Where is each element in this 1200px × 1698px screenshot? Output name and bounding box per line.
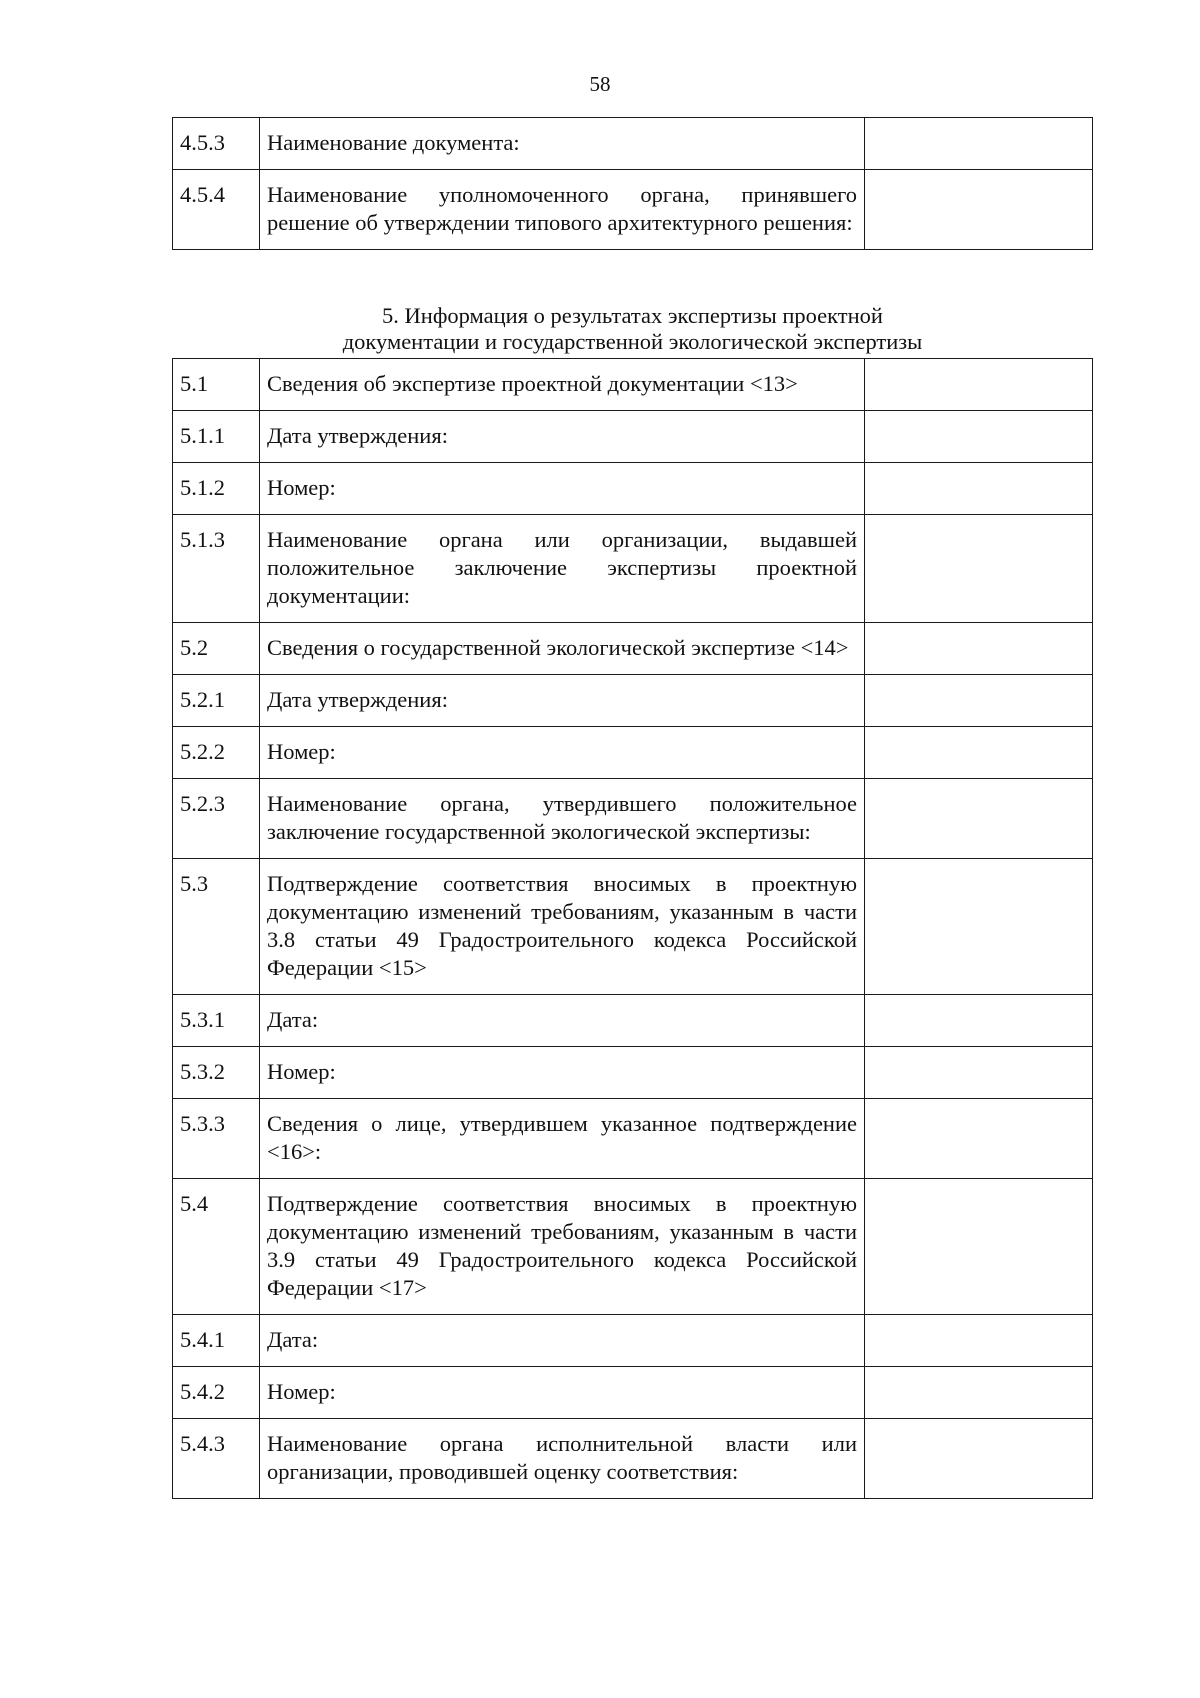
item-value-field[interactable] [865,675,1093,727]
item-label: Наименование органа, утвердившего положительное заключение государственной экологической экспертизы: [260,779,865,859]
item-value-field[interactable] [865,1419,1093,1499]
item-value-field[interactable] [865,1367,1093,1419]
item-label: Дата утверждения: [260,411,865,463]
item-number: 5.4.3 [173,1419,260,1499]
table-row [173,779,1093,859]
item-label: Подтверждение соответствия вносимых в проектную документацию изменений требованиям, указанным в части 3.9 статьи 49 Градостроительного кодекса Российской Федерации <17> [260,1179,865,1315]
table-row [173,623,1093,675]
table-row [173,118,1093,170]
table-row [173,1179,1093,1315]
item-value-field[interactable] [865,623,1093,675]
item-value-field[interactable] [865,515,1093,623]
item-value-field[interactable] [865,1315,1093,1367]
item-label: Наименование уполномоченного органа, принявшего решение об утверждении типового архитектурного решения: [260,170,865,250]
item-label: Подтверждение соответствия вносимых в проектную документацию изменений требованиям, указанным в части 3.8 статьи 49 Градостроительного кодекса Российской Федерации <15> [260,859,865,995]
item-number: 5.4.1 [173,1315,260,1367]
item-value-field[interactable] [865,995,1093,1047]
item-number: 5.2.2 [173,727,260,779]
item-label: Наименование документа: [260,118,865,170]
item-label: Номер: [260,727,865,779]
item-value-field[interactable] [865,727,1093,779]
item-label: Номер: [260,1367,865,1419]
item-number: 5.1.3 [173,515,260,623]
table-row [173,675,1093,727]
item-value-field[interactable] [865,1179,1093,1315]
item-value-field[interactable] [865,1099,1093,1179]
table-row [173,859,1093,995]
section-5-heading-line-1: 5. Информация о результатах экспертизы проектной [382,303,883,328]
table-row [173,359,1093,411]
item-number: 5.1 [173,359,260,411]
table-row [173,1047,1093,1099]
table-row [173,1419,1093,1499]
item-label: Сведения об экспертизе проектной документации <13> [260,359,865,411]
item-label: Дата: [260,1315,865,1367]
item-label: Дата: [260,995,865,1047]
item-number: 5.2.1 [173,675,260,727]
item-label: Номер: [260,463,865,515]
table-row [173,995,1093,1047]
item-value-field[interactable] [865,1047,1093,1099]
item-number: 5.3 [173,859,260,995]
item-label: Наименование органа исполнительной власти или организации, проводившей оценку соответствия: [260,1419,865,1499]
page-number: 58 [589,72,611,96]
item-value-field[interactable] [865,779,1093,859]
item-label: Сведения о государственной экологической экспертизе <14> [260,623,865,675]
item-number: 5.4.2 [173,1367,260,1419]
item-number: 5.2.3 [173,779,260,859]
item-number: 4.5.3 [173,118,260,170]
item-number: 5.1.1 [173,411,260,463]
item-number: 5.1.2 [173,463,260,515]
item-label: Номер: [260,1047,865,1099]
item-value-field[interactable] [865,463,1093,515]
item-number: 5.3.3 [173,1099,260,1179]
item-value-field[interactable] [865,170,1093,250]
item-number: 5.3.1 [173,995,260,1047]
table-row [173,727,1093,779]
form-table-section-4 [172,117,1093,250]
item-value-field[interactable] [865,359,1093,411]
item-number: 4.5.4 [173,170,260,250]
table-row [173,170,1093,250]
item-value-field[interactable] [865,859,1093,995]
item-label: Наименование органа или организации, выдавшей положительное заключение экспертизы проектной документации: [260,515,865,623]
item-label: Сведения о лице, утвердившем указанное подтверждение <16>: [260,1099,865,1179]
table-row [173,463,1093,515]
item-number: 5.3.2 [173,1047,260,1099]
item-label: Дата утверждения: [260,675,865,727]
table-row [173,1315,1093,1367]
item-value-field[interactable] [865,411,1093,463]
table-row [173,1367,1093,1419]
item-value-field[interactable] [865,118,1093,170]
table-row [173,1099,1093,1179]
table-row [173,411,1093,463]
item-number: 5.4 [173,1179,260,1315]
form-table-section-5 [172,358,1093,1499]
item-number: 5.2 [173,623,260,675]
section-5-heading [172,303,1093,355]
table-row [173,515,1093,623]
section-5-heading-line-2: документации и государственной экологической экспертизы [342,329,923,354]
